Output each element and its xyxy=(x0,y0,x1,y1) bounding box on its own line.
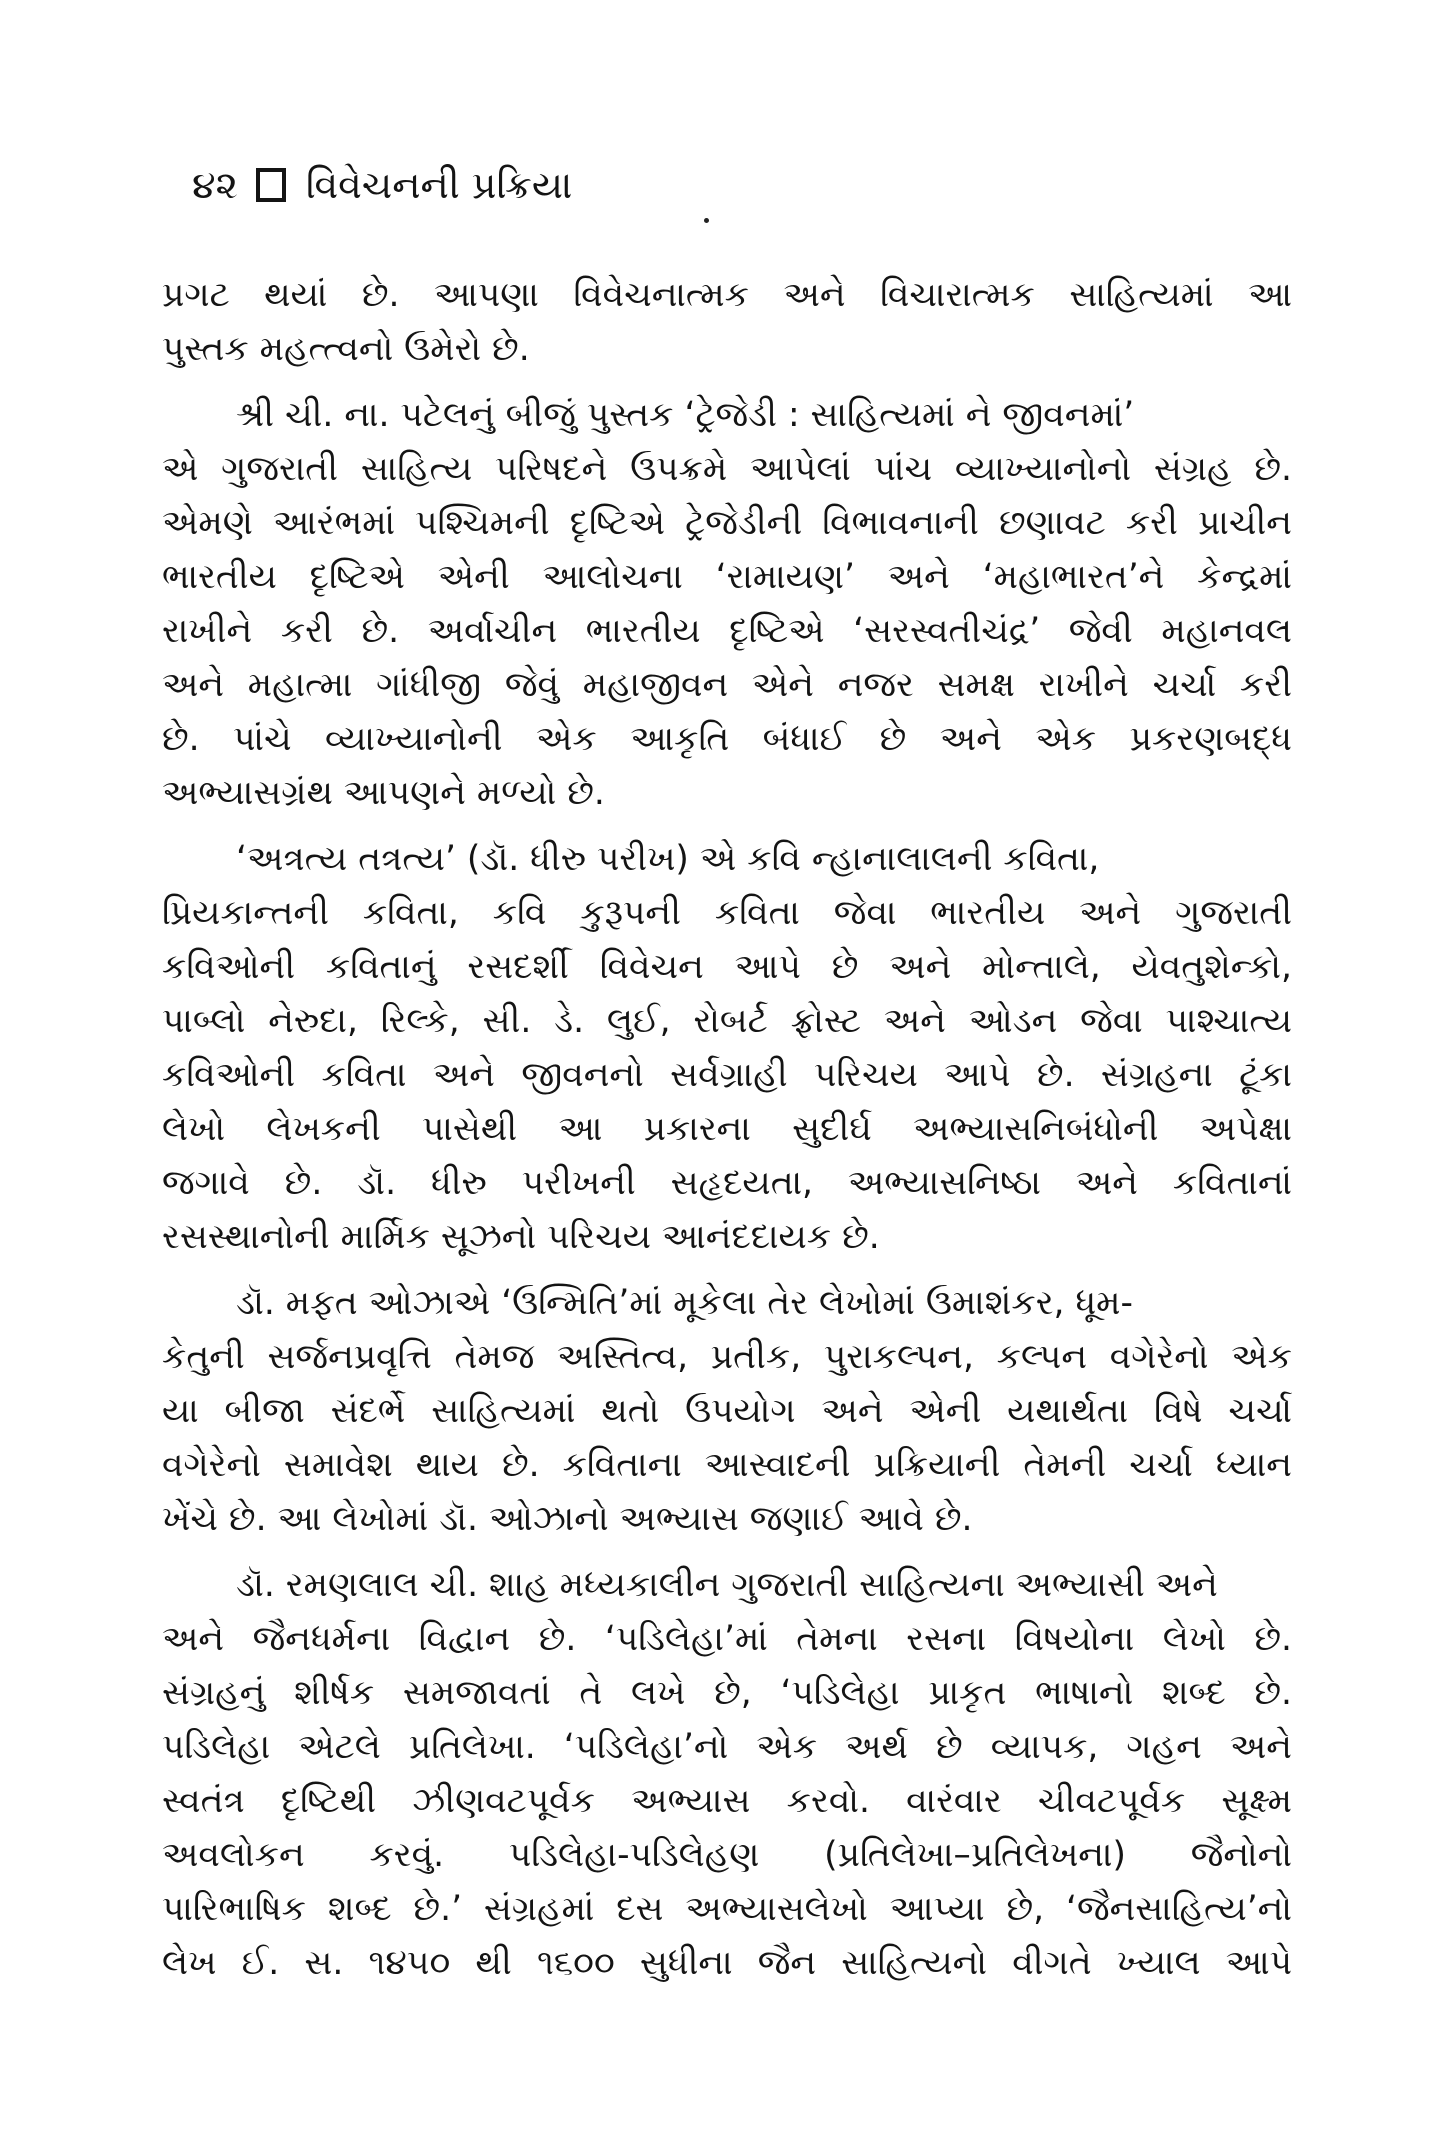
running-head xyxy=(192,150,1292,220)
print-speck xyxy=(704,218,709,223)
paragraph xyxy=(162,1558,1292,1990)
text-line: ડૉ. મફત ઓઝાએ ‘ઉન્મિતિ’માં મૂકેલા તેર લેખોમાં ઉમાશંકર, ધૂમ- xyxy=(236,1283,1133,1323)
text-line: પ્રગટ થયાં છે. આપણા વિવેચનાત્મક અને વિચારાત્મક સાહિત્યમાં આ xyxy=(162,275,1292,315)
text-line: પ્રિયકાન્તની કવિતા, કવિ કુરૂપની કવિતા જેવા ભારતીય અને ગુજરાતી xyxy=(162,893,1292,933)
text-line: કવિઓની કવિતાનું રસદર્શી વિવેચન આપે છે અને મોન્તાલે, યેવતુશેન્કો, xyxy=(162,947,1292,987)
text-line: પુસ્તક મહત્ત્વનો ઉમેરો છે. xyxy=(162,329,530,369)
text-line: એ ગુજરાતી સાહિત્ય પરિષદને ઉપક્રમે આપેલાં પાંચ વ્યાખ્યાનોનો સંગ્રહ છે. xyxy=(162,449,1292,489)
book-page xyxy=(162,150,1292,2110)
text-line: અને જૈનધર્મના વિદ્વાન છે. ‘પડિલેહા’માં તેમના રસના વિષયોના લેખો છે. xyxy=(162,1619,1292,1659)
text-line: રાખીને કરી છે. અર્વાચીન ભારતીય દૃષ્ટિએ ‘સરસ્વતીચંદ્ર’ જેવી મહાનવલ xyxy=(162,611,1292,651)
text-line: જગાવે છે. ડૉ. ધીરુ પરીખની સહૃદયતા, અભ્યાસનિષ્ઠા અને કવિતાનાં xyxy=(162,1163,1292,1203)
running-title: વિવેચનની પ્રક્રિયા xyxy=(305,162,573,207)
text-line: પાબ્લો નેરુદા, રિલ્કે, સી. ડે. લુઈ, રોબર્ટ ફ્રોસ્ટ અને ઓડન જેવા પાશ્ચાત્ય xyxy=(162,1001,1292,1041)
text-line: ભારતીય દૃષ્ટિએ એની આલોચના ‘રામાયણ’ અને ‘મહાભારત’ને કેન્દ્રમાં xyxy=(162,557,1292,597)
body-text xyxy=(162,268,1292,1990)
text-line: અભ્યાસગ્રંથ આપણને મળ્યો છે. xyxy=(162,773,605,813)
text-line: શ્રી ચી. ના. પટેલનું બીજું પુસ્તક ‘ટ્રેજેડી : સાહિત્યમાં ને જીવનમાં’ xyxy=(236,395,1135,435)
text-line: વગેરેનો સમાવેશ થાય છે. કવિતાના આસ્વાદની પ્રક્રિયાની તેમની ચર્ચા ધ્યાન xyxy=(162,1445,1292,1485)
text-line: કવિઓની કવિતા અને જીવનનો સર્વગ્રાહી પરિચય આપે છે. સંગ્રહના ટૂંકા xyxy=(162,1055,1292,1095)
text-line: કેતુની સર્જનપ્રવૃત્તિ તેમજ અસ્તિત્વ, પ્રતીક, પુરાકલ્પન, કલ્પન વગેરેનો એક xyxy=(162,1337,1292,1377)
paragraph xyxy=(162,388,1292,820)
text-line: રસસ્થાનોની માર્મિક સૂઝનો પરિચય આનંદદાયક છે. xyxy=(162,1217,880,1257)
text-line: એમણે આરંભમાં પશ્ચિમની દૃષ્ટિએ ટ્રેજેડીની વિભાવનાની છણાવટ કરી પ્રાચીન xyxy=(162,503,1292,543)
paragraph xyxy=(162,1276,1292,1546)
text-line: પડિલેહા એટલે પ્રતિલેખા. ‘પડિલેહા’નો એક અર્થ છે વ્યાપક, ગહન અને xyxy=(162,1727,1292,1767)
page-number: ૪૨ xyxy=(192,162,238,207)
text-line: ‘અત્રત્ય તત્રત્ય’ (ડૉ. ધીરુ પરીખ) એ કવિ ન્હાનાલાલની કવિતા, xyxy=(236,839,1100,879)
text-line: યા બીજા સંદર્ભે સાહિત્યમાં થતો ઉપયોગ અને એની યથાર્થતા વિષે ચર્ચા xyxy=(162,1391,1292,1431)
text-line: સ્વતંત્ર દૃષ્ટિથી ઝીણવટપૂર્વક અભ્યાસ કરવો. વારંવાર ચીવટપૂર્વક સૂક્ષ્મ xyxy=(162,1781,1292,1821)
text-line: છે. પાંચે વ્યાખ્યાનોની એક આકૃતિ બંધાઈ છે અને એક પ્રકરણબદ્ધ xyxy=(162,719,1292,759)
text-line: લેખ ઈ. સ. ૧૪૫૦ થી ૧૬૦૦ સુધીના જૈન સાહિત્યનો વીગતે ખ્યાલ આપે xyxy=(162,1943,1292,1983)
text-line: ડૉ. રમણલાલ ચી. શાહ મધ્યકાલીન ગુજરાતી સાહિત્યના અભ્યાસી અને xyxy=(236,1565,1218,1605)
text-line: અને મહાત્મા ગાંધીજી જેવું મહાજીવન એને નજર સમક્ષ રાખીને ચર્ચા કરી xyxy=(162,665,1292,705)
text-line: ખેંચે છે. આ લેખોમાં ડૉ. ઓઝાનો અભ્યાસ જણાઈ આવે છે. xyxy=(162,1499,973,1539)
text-line: લેખો લેખકની પાસેથી આ પ્રકારના સુદીર્ઘ અભ્યાસનિબંધોની અપેક્ષા xyxy=(162,1109,1292,1149)
paragraph xyxy=(162,268,1292,376)
box-ornament-icon xyxy=(256,168,286,202)
paragraph xyxy=(162,832,1292,1264)
text-line: પારિભાષિક શબ્દ છે.’ સંગ્રહમાં દસ અભ્યાસલેખો આપ્યા છે, ‘જૈનસાહિત્ય’નો xyxy=(162,1889,1292,1929)
text-line: સંગ્રહનું શીર્ષક સમજાવતાં તે લખે છે, ‘પડિલેહા પ્રાકૃત ભાષાનો શબ્દ છે. xyxy=(162,1673,1292,1713)
text-line: અવલોકન કરવું. પડિલેહા-પડિલેહણ (પ્રતિલેખા–પ્રતિલેખના) જૈનોનો xyxy=(162,1835,1292,1875)
